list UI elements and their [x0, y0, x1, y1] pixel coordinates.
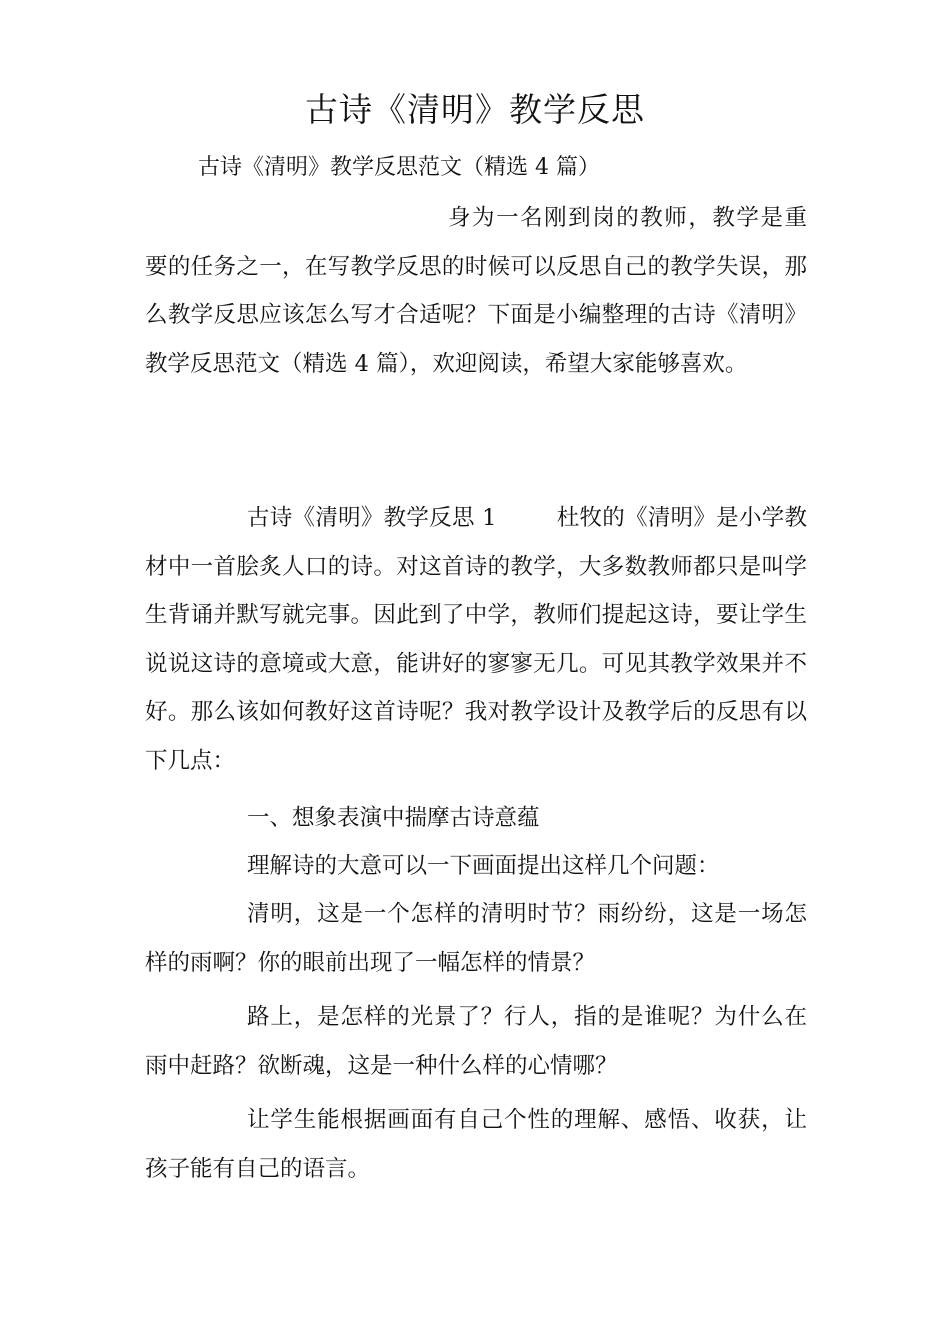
section-1-paragraph — [145, 494, 807, 785]
qingming-paragraph: 清明，这是一个怎样的清明时节？雨纷纷，这是一场怎样的雨啊？你的眼前出现了一幅怎样的情景？ — [145, 901, 807, 976]
section-1-body: 杜牧的《清明》是小学教材中一首脍炙人口的诗。对这首诗的教学，大多数教师都只是叫学生背诵并默写就完事。因此到了中学，教师们提起这诗，要让学生说说这诗的意境或大意，能讲好的寥寥无几。可见其教学效果并不好。那么该如何教好这首诗呢？我对教学设计及教学后的反思有以下几点： — [145, 505, 807, 774]
understand-paragraph: 理解诗的大意可以一下画面提出这样几个问题： — [247, 853, 720, 879]
document-subtitle: 古诗《清明》教学反思范文（精选 4 篇） — [198, 155, 600, 180]
section-1-heading: 古诗《清明》教学反思 1 — [247, 505, 497, 531]
point-1-heading: 一、想象表演中揣摩古诗意蕴 — [247, 805, 540, 831]
students-paragraph: 让学生能根据画面有自己个性的理解、感悟、收获，让孩子能有自己的语言。 — [145, 1107, 807, 1182]
intro-paragraph: 身为一名刚到岗的教师，教学是重要的任务之一，在写教学反思的时候可以反思自己的教学失误，那么教学反思应该怎么写才合适呢？下面是小编整理的古诗《清明》教学反思范文（精选 4 篇），欢迎阅读，希望大家能够喜欢。 — [145, 205, 807, 377]
document-title: 古诗《清明》教学反思 — [305, 90, 645, 129]
road-paragraph: 路上，是怎样的光景了？行人，指的是谁呢？为什么在雨中赶路？欲断魂，这是一种什么样的心情哪？ — [145, 1004, 807, 1079]
